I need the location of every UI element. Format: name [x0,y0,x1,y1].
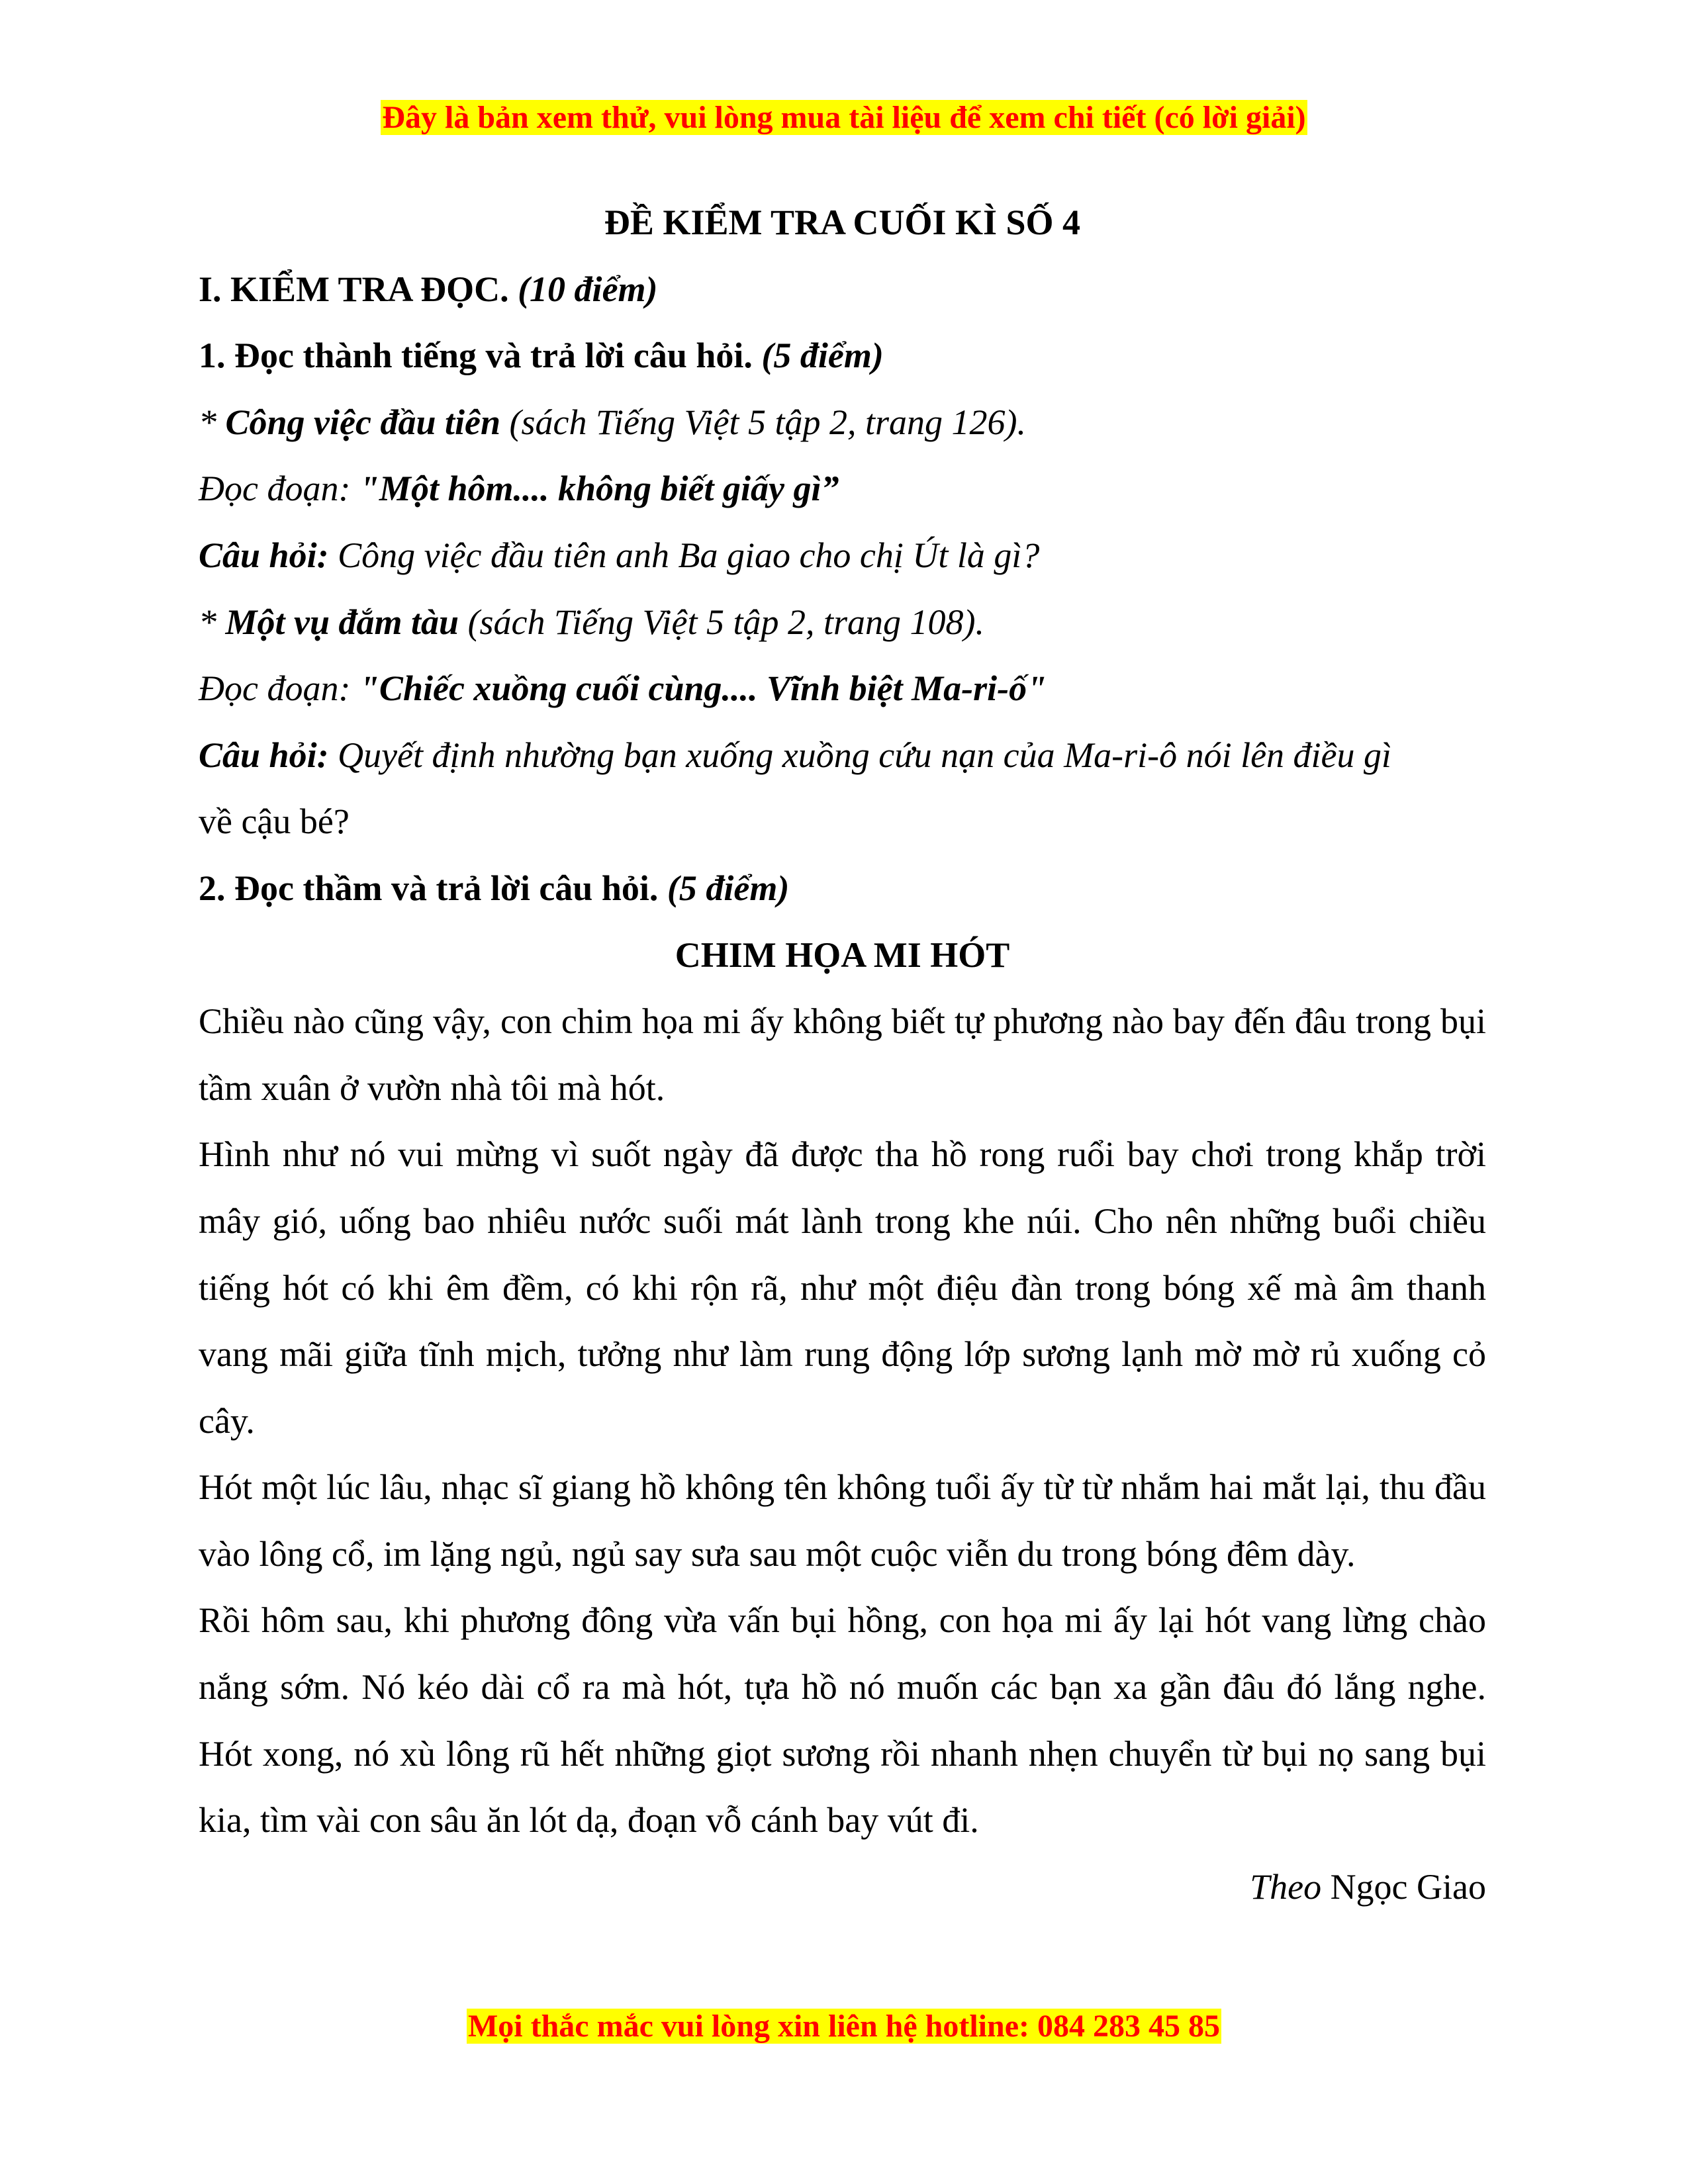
hotline-text: Mọi thắc mắc vui lòng xin liên hệ hotline: 084 283 45 85 [467,2009,1220,2044]
reading-source: (sách Tiếng Việt 5 tập 2, trang 126). [500,402,1026,442]
story-paragraph: Hình như nó vui mừng vì suốt ngày đã được tha hồ rong ruổi bay chơi trong khắp trời mây gió, uống bao nhiêu nước suối mát lành trong khe núi. Cho nên những buổi chiều tiếng hót có khi êm đềm, có khi rộn rã, như một điệu đàn trong bóng xế mà âm thanh vang mãi giữa tĩnh mịch, tưởng như làm rung động lớp sương lạnh mờ mờ rủ xuống cỏ cây. [199,1134,1486,1441]
hotline-banner [0,2008,1688,2044]
document-body [199,189,1486,1920]
reading-source: (sách Tiếng Việt 5 tập 2, trang 108). [459,602,985,642]
part-points: (5 điểm) [761,336,884,376]
bullet: * [199,402,226,442]
reading-name: Một vụ đắm tàu [225,602,459,642]
section-label: I. KIỂM TRA ĐỌC. [199,269,509,309]
reading-2-passage [199,655,1486,722]
story-paragraph: Hót một lúc lâu, nhạc sĩ giang hồ không tên không tuổi ấy từ từ nhắm hai mắt lại, thu đầu vào lông cổ, im lặng ngủ, ngủ say sưa sau một cuộc viễn du trong bóng đêm dày. [199,1467,1486,1574]
part-label: 2. Đọc thầm và trả lời câu hỏi. [199,868,659,908]
reading-name: Công việc đầu tiên [225,402,500,442]
part-2-heading [199,855,1486,922]
preview-notice-banner [0,99,1688,136]
story-title: CHIM HỌA MI HÓT [675,934,1010,975]
passage-label: Đọc đoạn: [199,668,359,709]
reading-2-question [199,722,1486,789]
reading-1-question [199,522,1486,589]
reading-1-passage [199,455,1486,522]
passage-text: "Chiếc xuồng cuối cùng.... Vĩnh biệt Ma-ri-ố" [359,668,1047,709]
story-paragraph: Rồi hôm sau, khi phương đông vừa vấn bụi hồng, con họa mi ấy lại hót vang lừng chào nắng sớm. Nó kéo dài cổ ra mà hót, tựa hồ nó muốn các bạn xa gần đâu đó lắng nghe. Hót xong, nó xù lông rũ hết những giọt sương rồi nhanh nhẹn chuyển từ bụi nọ sang bụi kia, tìm vài con sâu ăn lót dạ, đoạn vỗ cánh bay vút đi. [199,1600,1486,1841]
passage-text: "Một hôm.... không biết giấy gì” [359,469,839,509]
question-text: Công việc đầu tiên anh Ba giao cho chị Út là gì? [328,535,1040,575]
exam-title: ĐỀ KIỂM TRA CUỐI KÌ SỐ 4 [604,203,1081,242]
part-points: (5 điểm) [667,868,790,908]
section-1-heading [199,256,1486,323]
question-label: Câu hỏi: [199,735,329,775]
story-credit [199,1854,1486,1921]
section-points: (10 điểm) [518,269,658,309]
question-label: Câu hỏi: [199,535,329,575]
part-1-heading [199,322,1486,389]
part-label: 1. Đọc thành tiếng và trả lời câu hỏi. [199,336,753,376]
reading-2-question-cont: về cậu bé? [199,801,350,842]
credit-author: Ngọc Giao [1321,1866,1486,1907]
reading-2-title [199,589,1486,656]
preview-notice-text: Đây là bản xem thử, vui lòng mua tài liệu để xem chi tiết (có lời giải) [382,100,1306,135]
passage-label: Đọc đoạn: [199,469,359,509]
question-text: Quyết định nhường bạn xuống xuồng cứu nạn của Ma-ri-ô nói lên điều gì [328,735,1392,775]
reading-1-title [199,389,1486,456]
credit-prefix: Theo [1250,1866,1322,1907]
story-paragraph: Chiều nào cũng vậy, con chim họa mi ấy không biết tự phương nào bay đến đâu trong bụi tầm xuân ở vườn nhà tôi mà hót. [199,1001,1486,1108]
bullet: * [199,602,226,642]
